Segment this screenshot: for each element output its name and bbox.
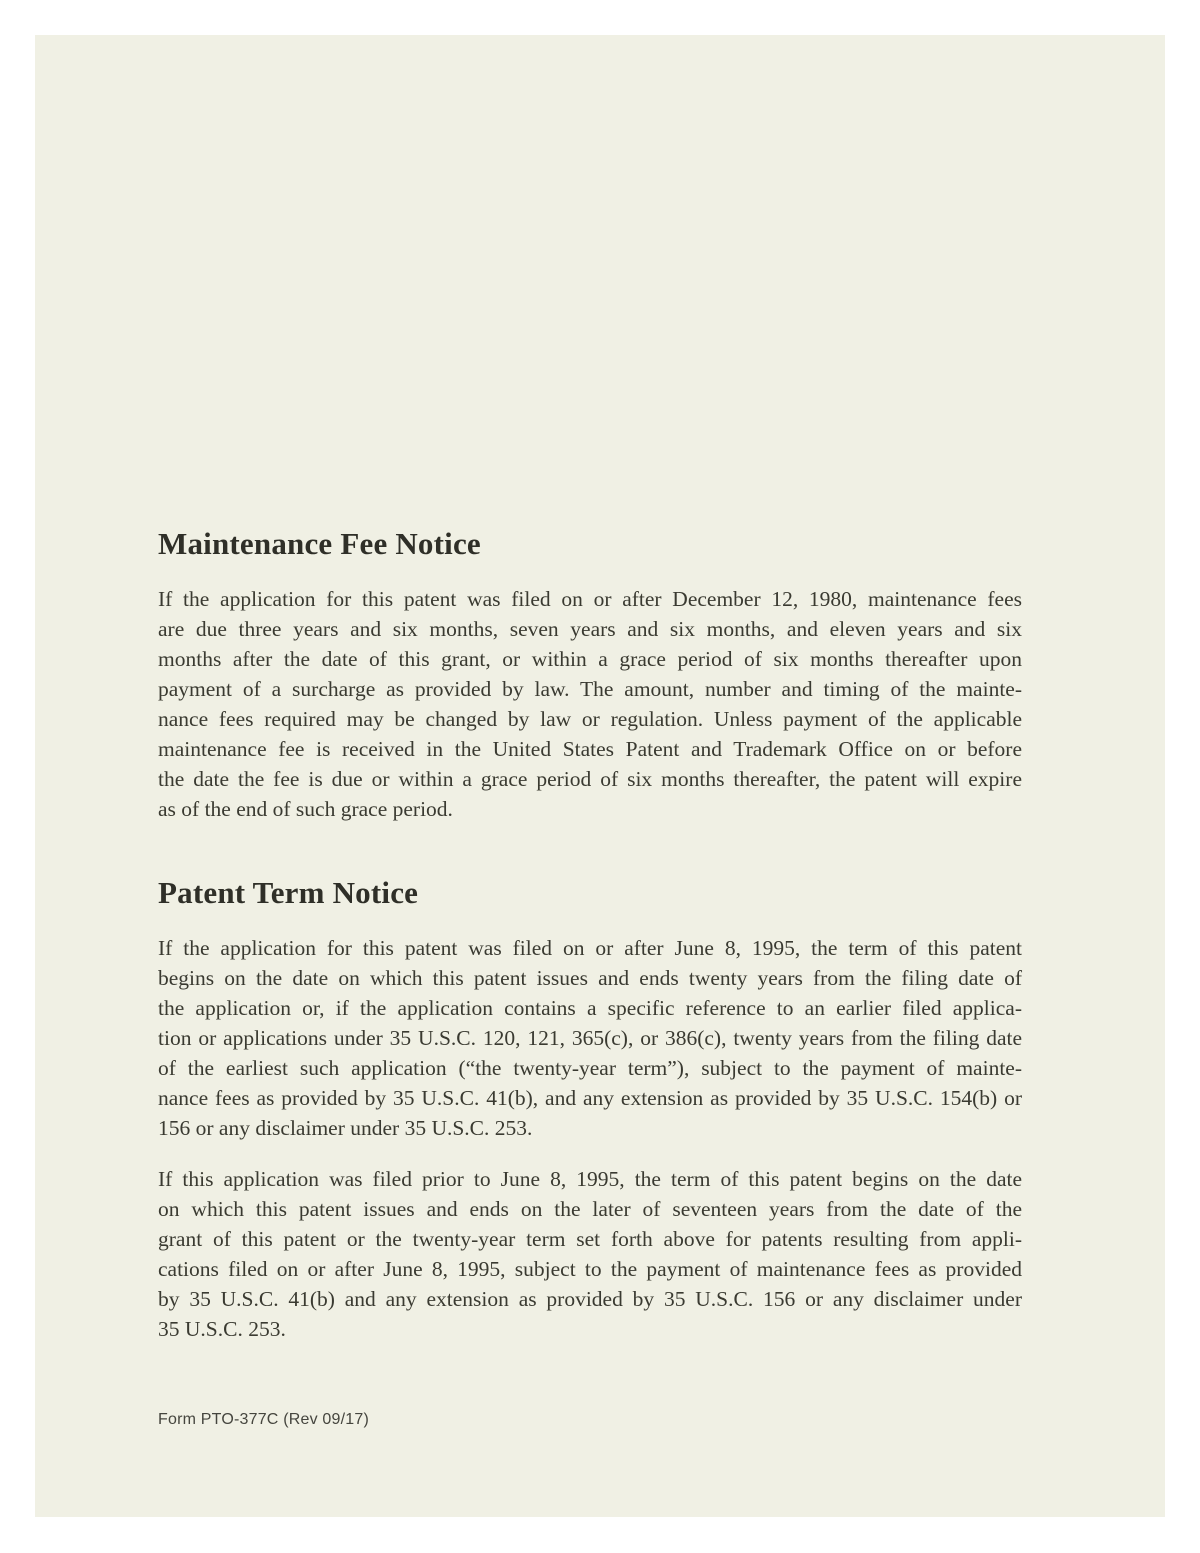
patent-term-paragraph-1 (158, 933, 1022, 1143)
text-line: cations filed on or after June 8, 1995, subject to the payment of maintenance fees as provided (158, 1257, 1022, 1281)
document-sheet (35, 35, 1165, 1517)
text-line: as of the end of such grace period. (158, 797, 453, 821)
patent-term-notice-section (158, 874, 1022, 1344)
form-number-label: Form PTO-377C (Rev 09/17) (158, 1411, 369, 1428)
patent-term-paragraph-2 (158, 1164, 1022, 1344)
document-content (158, 525, 1022, 1429)
text-line: maintenance fee is received in the United States Patent and Trademark Office on or before (158, 737, 1022, 761)
maintenance-fee-notice-section (158, 525, 1022, 824)
maintenance-fee-paragraph (158, 584, 1022, 824)
text-line: nance fees as provided by 35 U.S.C. 41(b), and any extension as provided by 35 U.S.C. 154(b) or (158, 1086, 1022, 1110)
text-line: If the application for this patent was filed on or after June 8, 1995, the term of this patent (158, 936, 1022, 960)
text-line: If this application was filed prior to June 8, 1995, the term of this patent begins on the date (158, 1167, 1022, 1191)
text-line: begins on the date on which this patent issues and ends twenty years from the filing date of (158, 966, 1022, 990)
text-line: 35 U.S.C. 253. (158, 1317, 286, 1341)
text-line: of the earliest such application (“the twenty-year term”), subject to the payment of mainte- (158, 1056, 1022, 1080)
text-line: are due three years and six months, seven years and six months, and eleven years and six (158, 617, 1022, 641)
text-line: nance fees required may be changed by law or regulation. Unless payment of the applicable (158, 707, 1022, 731)
text-line: months after the date of this grant, or within a grace period of six months thereafter upon (158, 647, 1022, 671)
text-line: payment of a surcharge as provided by law. The amount, number and timing of the mainte- (158, 677, 1022, 701)
patent-term-notice-title: Patent Term Notice (158, 875, 419, 910)
text-line: the date the fee is due or within a grace period of six months thereafter, the patent will expire (158, 767, 1022, 791)
text-line: grant of this patent or the twenty-year term set forth above for patents resulting from appli- (158, 1227, 1022, 1251)
text-line: tion or applications under 35 U.S.C. 120, 121, 365(c), or 386(c), twenty years from the filing date (158, 1026, 1022, 1050)
text-line: on which this patent issues and ends on the later of seventeen years from the date of the (158, 1197, 1022, 1221)
text-line: by 35 U.S.C. 41(b) and any extension as provided by 35 U.S.C. 156 or any disclaimer under (158, 1287, 1022, 1311)
text-line: the application or, if the application contains a specific reference to an earlier filed applica- (158, 996, 1022, 1020)
text-line: 156 or any disclaimer under 35 U.S.C. 253. (158, 1116, 533, 1140)
text-line: If the application for this patent was filed on or after December 12, 1980, maintenance fees (158, 587, 1022, 611)
maintenance-fee-notice-title: Maintenance Fee Notice (158, 526, 481, 561)
